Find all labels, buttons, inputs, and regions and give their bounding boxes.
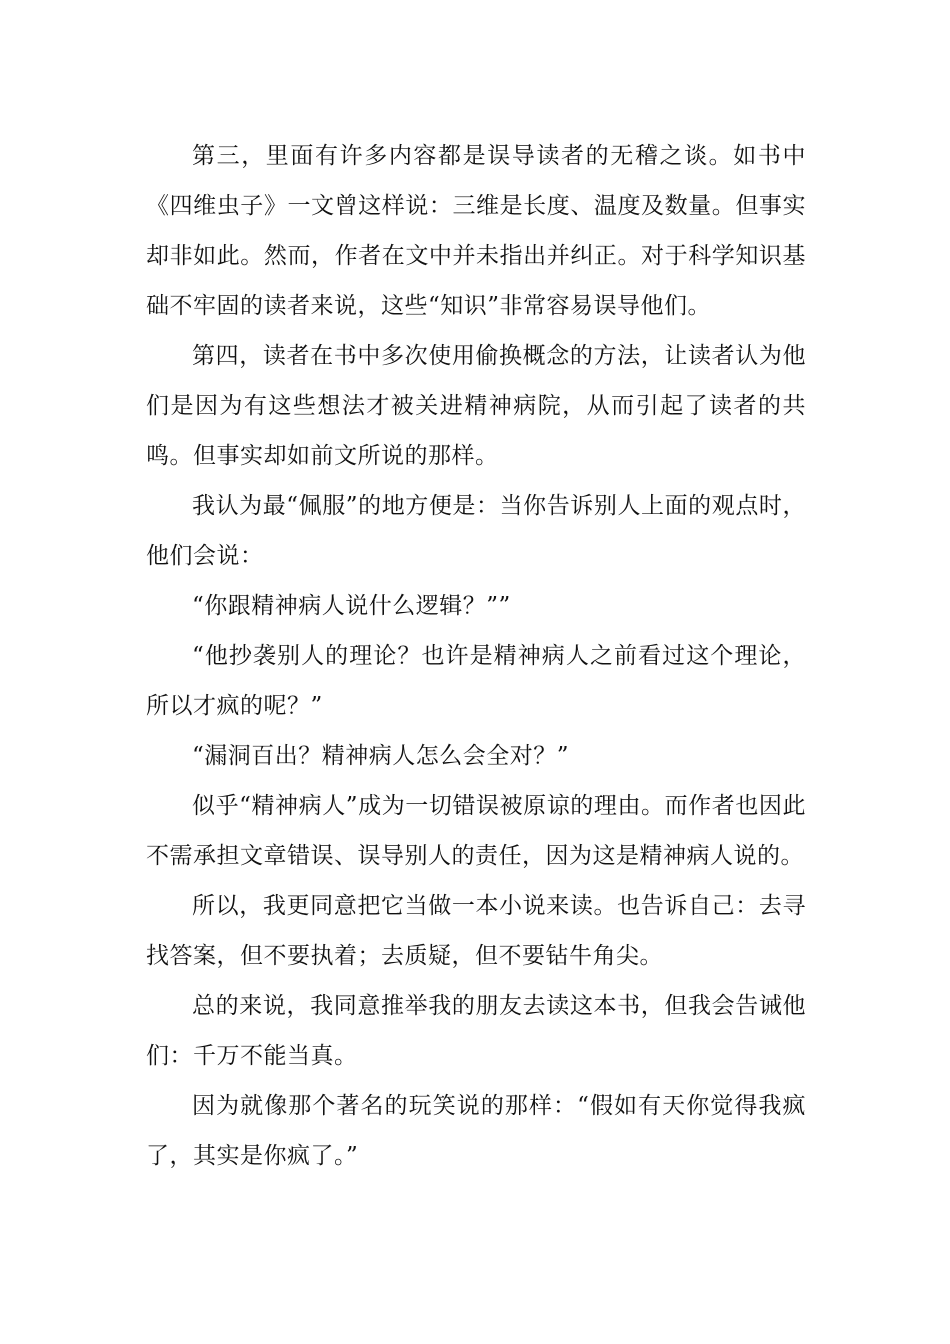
- paragraph-summary: 总的来说，我同意推举我的朋友去读这本书，但我会告诫他们：千万不能当真。: [146, 993, 806, 1069]
- paragraph-joke: 因为就像那个著名的玩笑说的那样：“假如有天你觉得我疯了，其实是你疯了。”: [146, 1093, 806, 1169]
- paragraph-excuse: 似乎“精神病人”成为一切错误被原谅的理由。而作者也因此不需承担文章错误、误导别人的责任，因为这是精神病人说的。: [146, 793, 806, 869]
- paragraph-quote-plagiarism: “他抄袭别人的理论？也许是精神病人之前看过这个理论，所以才疯的呢？”: [146, 643, 806, 719]
- document-page: [146, 131, 806, 1181]
- paragraph-third-point: 第三，里面有许多内容都是误导读者的无稽之谈。如书中《四维虫子》一文曾这样说：三维是长度、温度及数量。但事实却非如此。然而，作者在文中并未指出并纠正。对于科学知识基础不牢固的读者来说，这些“知识”非常容易误导他们。: [146, 143, 806, 319]
- paragraph-admire: 我认为最“佩服”的地方便是：当你告诉别人上面的观点时，他们会说：: [146, 493, 806, 569]
- paragraph-fourth-point: 第四，读者在书中多次使用偷换概念的方法，让读者认为他们是因为有这些想法才被关进精神病院，从而引起了读者的共鸣。但事实却如前文所说的那样。: [146, 343, 806, 469]
- paragraph-novel: 所以，我更同意把它当做一本小说来读。也告诉自己：去寻找答案，但不要执着；去质疑，但不要钻牛角尖。: [146, 893, 806, 969]
- paragraph-quote-flaws: “漏洞百出？精神病人怎么会全对？”: [192, 743, 570, 769]
- paragraph-quote-logic: “你跟精神病人说什么逻辑？””: [192, 593, 511, 619]
